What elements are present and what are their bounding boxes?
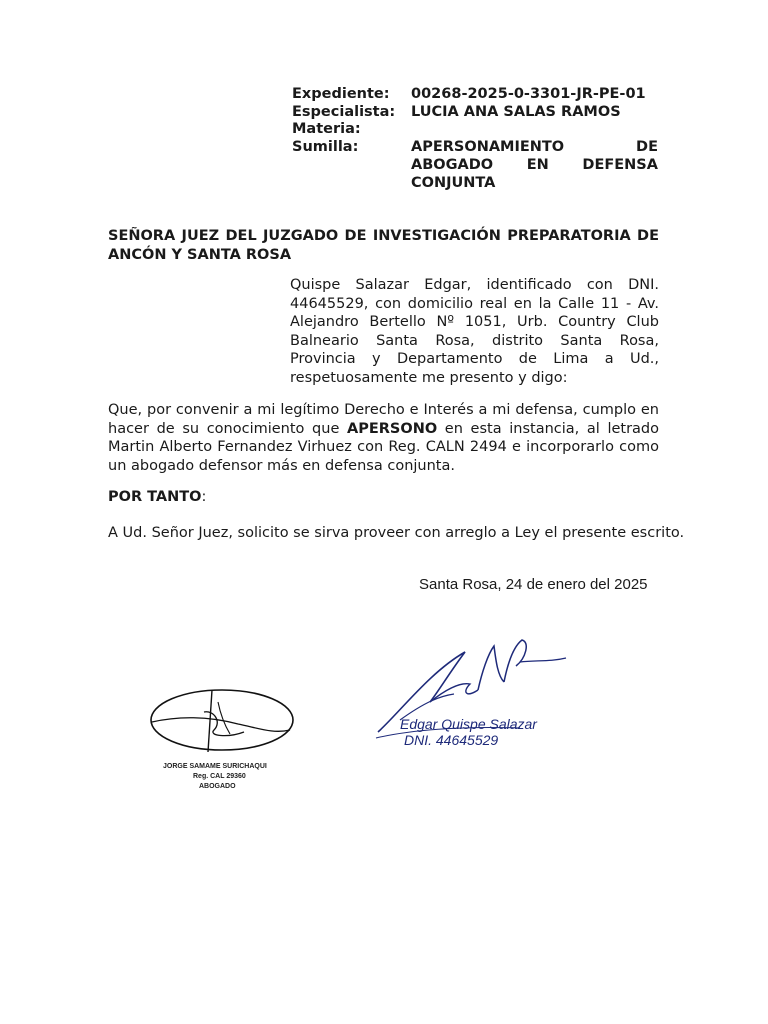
- sumilla-line-2: [411, 157, 658, 175]
- addressee-line-1: [108, 227, 659, 246]
- sumilla-line-3: CONJUNTA: [411, 175, 496, 191]
- date-line: Santa Rosa, 24 de enero del 2025: [419, 576, 648, 593]
- sumilla-word: ABOGADO: [411, 157, 494, 173]
- sumilla-word: EN: [526, 157, 549, 173]
- addressee: [108, 227, 659, 265]
- por-tanto-colon: :: [201, 489, 207, 505]
- especialista-label: Especialista:: [292, 104, 396, 120]
- materia-label: Materia:: [292, 121, 361, 137]
- sumilla-word: DEFENSA: [582, 157, 658, 173]
- sumilla-word: APERSONAMIENTO: [411, 139, 565, 155]
- sumilla-label: Sumilla:: [292, 139, 359, 155]
- client-signature-name: Edgar Quispe Salazar: [400, 716, 537, 732]
- body-text-bold: APERSONO: [347, 420, 438, 437]
- request-paragraph: A Ud. Señor Juez, solicito se sirva proveer con arreglo a Ley el presente escrito.: [108, 525, 685, 541]
- lawyer-signature-scribble-icon: [148, 682, 298, 762]
- por-tanto: [108, 488, 206, 507]
- sumilla-word: DE: [636, 139, 658, 155]
- sumilla-line-1: [411, 139, 658, 157]
- lawyer-signature: [148, 682, 298, 762]
- client-signature-block: [370, 632, 586, 766]
- body-text-after: en esta instancia, al letrado Martin Alberto Fernandez Virhuez con Reg. CALN 2494 e incorporarlo como un abogado defensor más en defensa conjunta.: [108, 420, 659, 474]
- por-tanto-label: POR TANTO: [108, 489, 202, 505]
- lawyer-stamp-reg: Reg. CAL 29360: [193, 773, 246, 780]
- body-text-before: Que, por convenir a mi legítimo Derecho e Interés a mi defensa, cumplo en hacer de su conocimiento que: [108, 402, 659, 437]
- client-signature-dni: DNI. 44645529: [404, 732, 499, 748]
- lawyer-stamp: [163, 762, 267, 792]
- lawyer-stamp-name: JORGE SAMAME SURICHAQUI: [163, 763, 267, 770]
- intro-paragraph: Quispe Salazar Edgar, identificado con DNI. 44645529, con domicilio real en la Calle 11 - Av. Alejandro Bertello Nº 1051, Urb. Country Club Balneario Santa Rosa, distrito Santa Rosa, Provincia y Departamento de Lima a Ud., respetuosamente me presento y digo:: [290, 277, 659, 386]
- expediente-label: Expediente:: [292, 86, 390, 102]
- addressee-line-2: ANCÓN Y SANTA ROSA: [108, 247, 292, 263]
- body-paragraph: [108, 401, 659, 475]
- lawyer-stamp-title: ABOGADO: [199, 783, 236, 790]
- especialista-value: LUCIA ANA SALAS RAMOS: [411, 104, 621, 120]
- expediente-value: 00268-2025-0-3301-JR-PE-01: [411, 86, 646, 102]
- addressee-line-1-text: SEÑORA JUEZ DEL JUZGADO DE INVESTIGACIÓN PREPARATORIA DE: [108, 228, 659, 244]
